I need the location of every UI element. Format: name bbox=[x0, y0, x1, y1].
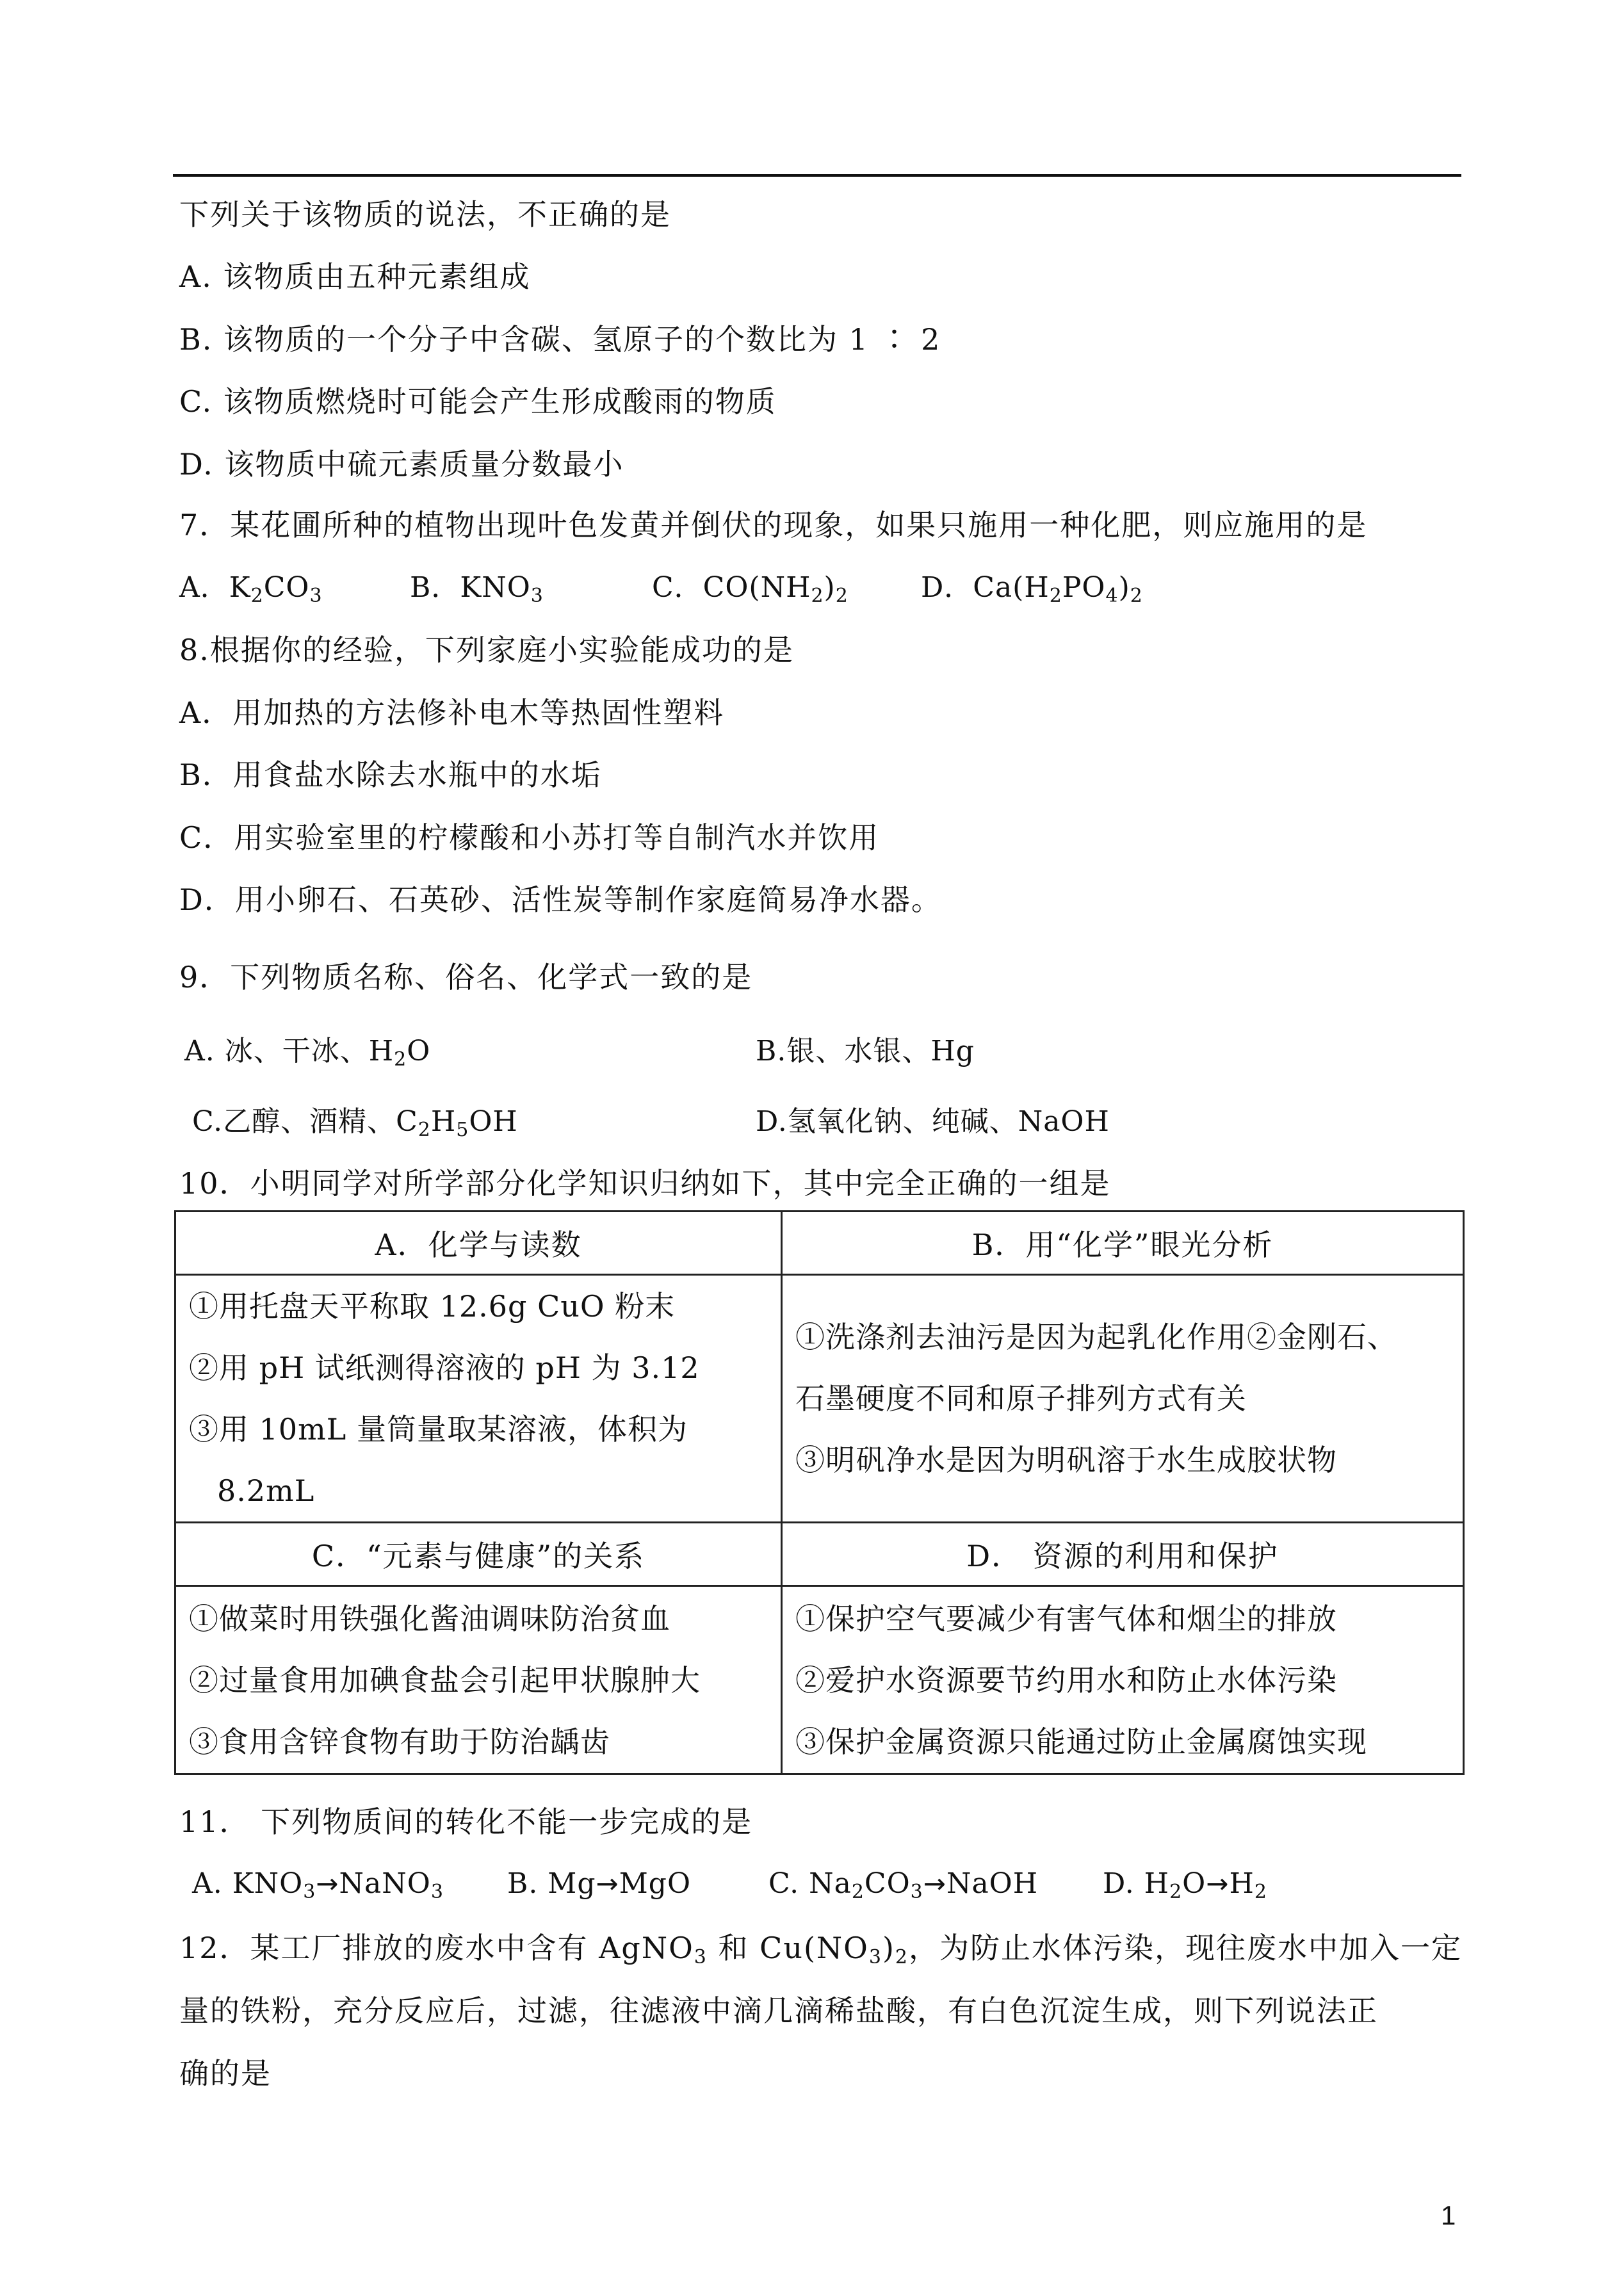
q9-option-a: A. 冰、干冰、$H_2O$ bbox=[184, 1035, 431, 1071]
arrow-icon: → bbox=[596, 1868, 619, 1899]
cell-d-item-1: ①保护空气要减少有害气体和烟尘的排放 bbox=[795, 1601, 1337, 1636]
q6-option-b: B. 该物质的一个分子中含碳、氢原子的个数比为 1 ∶ 2 bbox=[179, 322, 941, 357]
header-rule bbox=[173, 174, 1461, 177]
cell-a-item-1: ①用托盘天平称取 12.6g CuO 粉末 bbox=[189, 1289, 676, 1324]
page-number: 1 bbox=[1441, 2200, 1456, 2230]
cell-d-item-3: ③保护金属资源只能通过防止金属腐蚀实现 bbox=[795, 1724, 1367, 1759]
q11-stem: 11． 下列物质间的转化不能一步完成的是 bbox=[179, 1804, 753, 1839]
q12-line-3: 确的是 bbox=[179, 2056, 272, 2091]
q7-stem: 7．某花圃所种的植物出现叶色发黄并倒伏的现象，如果只施用一种化肥，则应施用的是 bbox=[179, 508, 1368, 542]
q6-stem: 下列关于该物质的说法，不正确的是 bbox=[179, 197, 671, 232]
q12-line-1: 12．某工厂排放的废水中含有 AgNO$_3$ 和 $Cu(NO_3)_2$，为防止水体污染，现往废水中加入一定 bbox=[179, 1931, 1463, 1968]
q11-option-b: B. Mg→MgO bbox=[507, 1867, 692, 1900]
cell-d-item-2: ②爱护水资源要节约用水和防止水体污染 bbox=[795, 1662, 1337, 1698]
q8-option-b: B．用食盐水除去水瓶中的水垢 bbox=[179, 758, 602, 792]
cell-a-item-2: ②用 pH 试纸测得溶液的 pH 为 3.12 bbox=[189, 1350, 700, 1385]
cell-b-item-1: ①洗涤剂去油污是因为起乳化作用②金刚石、 bbox=[795, 1320, 1397, 1354]
q12-line-2: 量的铁粉，充分反应后，过滤，往滤液中滴几滴稀盐酸，有白色沉淀生成，则下列说法正 bbox=[179, 1993, 1378, 2028]
table-cell-d bbox=[782, 1586, 1464, 1774]
cell-a-item-3: ③用 10mL 量筒量取某溶液，体积为 bbox=[189, 1412, 688, 1447]
q11-option-c: C. $Na_2CO_3\to NaOH$ bbox=[768, 1867, 1039, 1903]
table-header-d: D． 资源的利用和保护 bbox=[782, 1523, 1464, 1586]
cell-c-item-1: ①做菜时用铁强化酱油调味防治贫血 bbox=[189, 1601, 670, 1636]
q9-stem: 9．下列物质名称、俗名、化学式一致的是 bbox=[179, 960, 753, 994]
cell-b-item-3: ③明矾净水是因为明矾溶于水生成胶状物 bbox=[795, 1443, 1337, 1477]
q9-option-b: B.银、水银、Hg bbox=[756, 1035, 975, 1067]
arrow-icon: → bbox=[1206, 1868, 1230, 1899]
q7-option-c: C．$CO(NH_2)_2$ bbox=[652, 571, 849, 607]
q6-option-c: C. 该物质燃烧时可能会产生形成酸雨的物质 bbox=[179, 384, 777, 419]
q11-option-d: D. $H_2O\to H_2$ bbox=[1103, 1867, 1267, 1903]
table-header-a: A．化学与读数 bbox=[175, 1212, 782, 1275]
q7-option-a: A．$K_2CO_3$ bbox=[179, 571, 323, 607]
q9-option-d: D.氢氧化钠、纯碱、NaOH bbox=[756, 1105, 1110, 1138]
q11-option-a: A. $KNO_3\to NaNO_3$ bbox=[192, 1867, 444, 1903]
q8-option-a: A．用加热的方法修补电木等热固性塑料 bbox=[179, 695, 725, 730]
q6-option-d: D. 该物质中硫元素质量分数最小 bbox=[179, 447, 624, 482]
table-cell-c bbox=[175, 1586, 782, 1774]
q8-option-d: D．用小卵石、石英砂、活性炭等制作家庭简易净水器。 bbox=[179, 882, 942, 917]
cell-c-item-2: ②过量食用加碘食盐会引起甲状腺肿大 bbox=[189, 1662, 701, 1698]
cell-a-item-4: 8.2mL bbox=[217, 1473, 315, 1508]
q10-stem: 10．小明同学对所学部分化学知识归纳如下，其中完全正确的一组是 bbox=[179, 1166, 1111, 1201]
table-header-c: C．“元素与健康”的关系 bbox=[175, 1523, 782, 1586]
q8-stem: 8.根据你的经验，下列家庭小实验能成功的是 bbox=[179, 633, 794, 667]
q8-option-c: C．用实验室里的柠檬酸和小苏打等自制汽水并饮用 bbox=[179, 820, 880, 855]
table-header-b: B．用“化学”眼光分析 bbox=[782, 1212, 1464, 1275]
table-cell-b bbox=[782, 1275, 1464, 1523]
knowledge-table bbox=[174, 1210, 1465, 1775]
arrow-icon: → bbox=[923, 1868, 946, 1899]
q6-option-a: A. 该物质由五种元素组成 bbox=[179, 259, 531, 294]
q9-option-c: C.乙醇、酒精、$C_2H_5OH$ bbox=[192, 1105, 518, 1141]
q7-option-b: B．$KNO_3$ bbox=[410, 571, 544, 607]
q7-option-d: D．$Ca(H_2PO_4)_2$ bbox=[921, 571, 1143, 607]
cell-c-item-3: ③食用含锌食物有助于防治龋齿 bbox=[189, 1724, 610, 1759]
arrow-icon: → bbox=[316, 1868, 339, 1899]
table-cell-a bbox=[175, 1275, 782, 1523]
cell-b-item-2: 石墨硬度不同和原子排列方式有关 bbox=[795, 1381, 1247, 1416]
